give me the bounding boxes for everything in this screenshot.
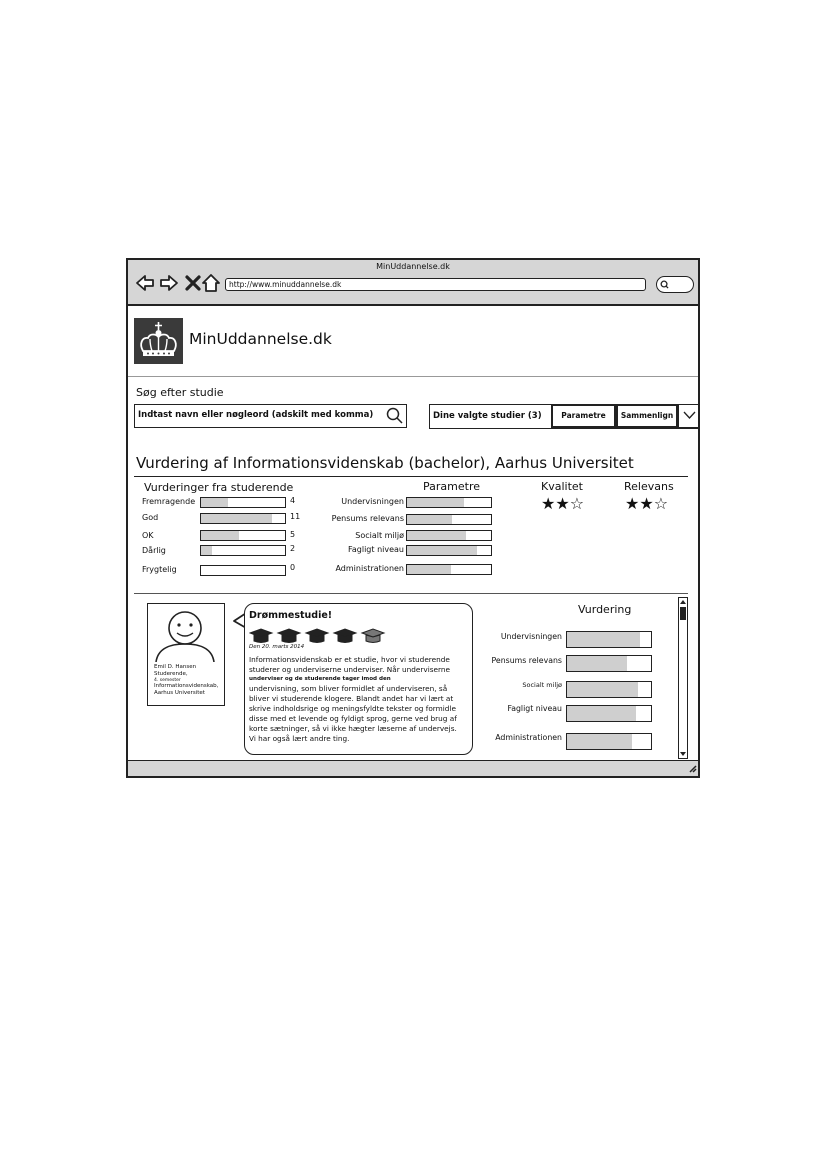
- review-title: Drømmestudie!: [249, 610, 333, 621]
- review-text-line: korte sætninger, så vi ikke hægter læserne af undervejs.: [249, 724, 457, 733]
- vurdering-heading: Vurdering: [578, 603, 632, 616]
- rating-label: Frygtelig: [142, 565, 177, 574]
- graduation-cap-icon: [334, 629, 356, 643]
- chevron-down-icon: [680, 405, 699, 425]
- parameter-label: Undervisningen: [341, 497, 404, 506]
- reviewer-card[interactable]: [147, 603, 225, 706]
- reviewer-program: Informationsvidenskab,: [154, 683, 219, 689]
- vurdering-bar: [566, 733, 652, 750]
- vurdering-bar-fill: [567, 706, 636, 721]
- review-date: Den 20. marts 2014: [249, 644, 305, 650]
- status-bar: [128, 760, 698, 776]
- reviewer-university: Aarhus Universitet: [154, 690, 205, 696]
- review-text-line: studerer og underviserne underviser. Når underviserne: [249, 665, 451, 674]
- rating-bar-fill: [201, 546, 212, 555]
- scroll-thumb[interactable]: [680, 607, 686, 620]
- chosen-studies-label: Dine valgte studier (3): [433, 411, 542, 421]
- vurdering-bar: [566, 681, 652, 698]
- address-bar[interactable]: http://www.minuddannelse.dk: [225, 278, 646, 291]
- vurdering-bar-fill: [567, 734, 632, 749]
- parametre-button[interactable]: Parametre: [551, 404, 616, 428]
- review-rating: [249, 628, 389, 644]
- study-search-input[interactable]: Indtast navn eller nøgleord (adskilt med komma): [134, 404, 407, 428]
- rating-label: Fremragende: [142, 497, 196, 506]
- parameter-label: Pensums relevans: [331, 514, 404, 523]
- rating-count: 2: [290, 544, 296, 553]
- vurdering-label: Administrationen: [495, 733, 562, 742]
- parameter-bar: [406, 545, 492, 556]
- parameter-label: Administrationen: [335, 564, 404, 573]
- rating-bar: [200, 497, 286, 508]
- vurdering-bar: [566, 705, 652, 722]
- vurdering-bar-fill: [567, 682, 638, 697]
- forward-icon[interactable]: [159, 273, 179, 293]
- review-text-line: skrive indholdsrige og meningsfyldte tekster og formidle: [249, 704, 456, 713]
- parameter-bar: [406, 514, 492, 525]
- relevans-stars: ★★☆: [625, 494, 669, 513]
- parameter-bar-fill: [407, 531, 466, 540]
- reviewer-role: Studerende,: [154, 671, 188, 677]
- parameter-bar-fill: [407, 515, 452, 524]
- parameter-bar-fill: [407, 546, 477, 555]
- rating-bar-fill: [201, 498, 228, 507]
- parameter-bar: [406, 530, 492, 541]
- search-label: Søg efter studie: [136, 386, 224, 399]
- rating-bar: [200, 513, 286, 524]
- crown-icon: [134, 318, 183, 364]
- resize-grip-icon[interactable]: [688, 764, 697, 773]
- review-text-line: bliver vi studerende klogere. Blandt andet har vi lært at: [249, 694, 454, 703]
- site-title[interactable]: MinUddannelse.dk: [189, 330, 332, 348]
- relevans-heading: Relevans: [624, 480, 674, 493]
- rating-label: OK: [142, 531, 154, 540]
- rating-bar: [200, 530, 286, 541]
- vurdering-label: Undervisningen: [500, 632, 562, 641]
- vurdering-bar-fill: [567, 632, 640, 647]
- kvalitet-heading: Kvalitet: [541, 480, 583, 493]
- review-text-line: disse med et levende og fyldigt sprog, gerne ved brug af: [249, 714, 457, 723]
- vurdering-label: Fagligt niveau: [507, 704, 562, 713]
- parameter-label: Socialt miljø: [355, 531, 404, 540]
- graduation-cap-icon: [306, 629, 328, 643]
- header-divider: [128, 376, 698, 377]
- browser-toolbar: [128, 260, 698, 306]
- search-icon: [660, 280, 669, 289]
- crown-logo[interactable]: [134, 318, 183, 364]
- reviewer-caption: [154, 664, 224, 697]
- parameter-bar: [406, 497, 492, 508]
- home-icon[interactable]: [201, 273, 221, 293]
- browser-search[interactable]: [656, 276, 694, 293]
- review-text-line: Vi har også lært andre ting.: [249, 734, 350, 743]
- reviews-divider: [134, 593, 688, 594]
- stop-icon[interactable]: [183, 273, 203, 293]
- graduation-cap-icon: [278, 629, 300, 643]
- rating-bar-fill: [201, 514, 272, 523]
- parameter-bar-fill: [407, 498, 464, 507]
- rating-count: 5: [290, 530, 296, 539]
- search-icon[interactable]: [386, 407, 403, 424]
- rating-count: 11: [290, 512, 301, 521]
- parameter-label: Fagligt niveau: [348, 545, 404, 554]
- scroll-down-icon[interactable]: [679, 750, 687, 758]
- graduation-cap-icon: [362, 629, 384, 643]
- review-text-line: Informationsvidenskab er et studie, hvor vi studerende: [249, 655, 450, 664]
- rating-bar-fill: [201, 531, 239, 540]
- vurdering-bar: [566, 655, 652, 672]
- rating-label: God: [142, 513, 159, 522]
- reviewer-name: Emil D. Hansen: [154, 664, 197, 670]
- rating-label: Dårlig: [142, 546, 166, 555]
- window-title: MinUddannelse.dk: [376, 262, 450, 271]
- student-ratings-heading: Vurderinger fra studerende: [144, 481, 294, 494]
- rating-count: 4: [290, 496, 296, 505]
- graduation-cap-icon: [250, 629, 272, 643]
- compare-button[interactable]: Sammenlign: [616, 404, 678, 428]
- vurdering-label: Pensums relevans: [491, 656, 562, 665]
- parameter-bar-fill: [407, 565, 451, 574]
- rating-bar: [200, 545, 286, 556]
- vurdering-bar-fill: [567, 656, 627, 671]
- review-text-line: underviser og de studerende tager imod den: [249, 676, 391, 682]
- scroll-up-icon[interactable]: [679, 598, 687, 606]
- rating-bar: [200, 565, 286, 576]
- avatar: [148, 604, 223, 662]
- kvalitet-stars: ★★☆: [541, 494, 585, 513]
- back-icon[interactable]: [135, 273, 155, 293]
- page-title: Vurdering af Informationsvidenskab (bachelor), Aarhus Universitet: [136, 454, 634, 472]
- parameter-bar: [406, 564, 492, 575]
- parameters-heading: Parametre: [423, 480, 480, 493]
- review-text-line: undervisning, som bliver formidlet af underviseren, så: [249, 684, 448, 693]
- vurdering-bar: [566, 631, 652, 648]
- rating-count: 0: [290, 563, 296, 572]
- title-divider: [134, 476, 688, 477]
- chosen-studies-dropdown[interactable]: [678, 404, 700, 428]
- scrollbar[interactable]: [678, 597, 688, 759]
- vurdering-label: Socialt miljø: [522, 681, 562, 689]
- browser-window: [126, 258, 700, 778]
- reviewer-semester: 4. semester: [154, 678, 181, 683]
